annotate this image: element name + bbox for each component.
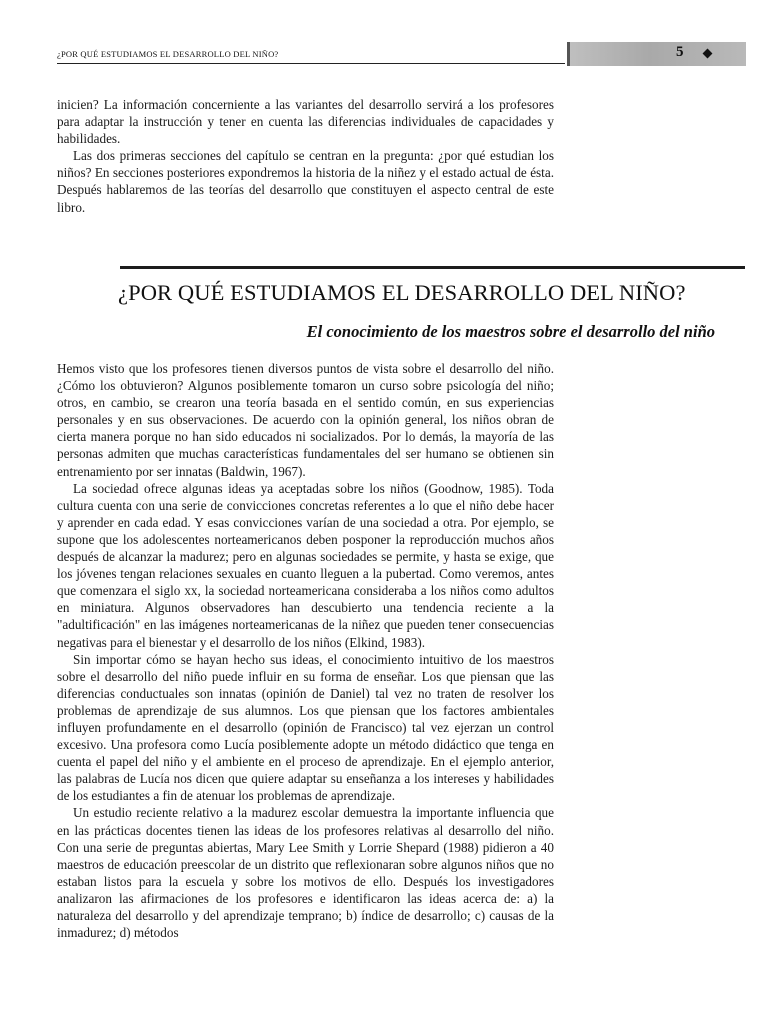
header-rule xyxy=(57,63,565,64)
page-number-tab xyxy=(567,42,746,66)
intro-text xyxy=(57,96,554,216)
body-paragraph-2: La sociedad ofrece algunas ideas ya aceptadas sobre los niños (Goodnow, 1985). Toda cultura cuenta con una serie de convicciones concretas referentes a lo que el niño debe hacer y aprender en cada edad. Y esas convicciones varían de una sociedad a otra. Por ejemplo, se supone que los adolescentes norteamericanos deben posponer la reproducción muchos años después de alcanzar la madurez; pero en algunas sociedades se permite, y hasta se exige, que los jóvenes tengan relaciones sexuales en cuanto lleguen a la pubertad. Como veremos, antes que comenzara el siglo xx, la sociedad norteamericana consideraba a los niños como adultos en miniatura. Algunos observadores han descubierto una tendencia reciente a la "adultificación" en las imágenes norteamericanas de la niñez que pueden tener consecuencias negativas para el bienestar y el desarrollo de los niños (Elkind, 1983). xyxy=(57,480,554,650)
intro-paragraph-2: Las dos primeras secciones del capítulo se centran en la pregunta: ¿por qué estudian los niños? En secciones posteriores expondremos la historia de la niñez y el estado actual de ésta. Después hablaremos de las teorías del desarrollo que constituyen el aspecto central de este libro. xyxy=(57,148,554,215)
body-paragraph-4: Un estudio reciente relativo a la madurez escolar demuestra la importante influencia que en las prácticas docentes tienen las ideas de los profesores relativas al desarrollo del niño. Con una serie de preguntas abiertas, Mary Lee Smith y Lorrie Shepard (1988) pidieron a 40 maestros de educación preescolar de un distrito que reflexionaran sobre algunos niños que no estaban listos para la escuela y sobre los motivos de ello. Después los investigadores analizaron las afirmaciones de los profesores e identificaron las ideas acerca de: a) la naturaleza del desarrollo y del aprendizaje temprano; b) índice de desarrollo; c) causas de la inmadurez; d) métodos xyxy=(57,805,554,941)
intro-paragraph-1: inicien? La información concerniente a las variantes del desarrollo servirá a los profesores para adaptar la instrucción y tener en cuenta las diferencias individuales de capacidades y habilidades. xyxy=(57,97,554,147)
section-rule xyxy=(120,266,745,269)
body-paragraph-3: Sin importar cómo se hayan hecho sus ideas, el conocimiento intuitivo de los maestros sobre el desarrollo del niño puede influir en su forma de enseñar. Los que piensan que las diferencias conductuales son innatas (opinión de Daniel) tal vez no traten de resolver los problemas de aprendizaje de sus alumnos. Los que piensan que los factores ambientales influyen profundamente en el desarrollo (opinión de Francisco) tal vez ejerzan un control excesivo. Una profesora como Lucía posiblemente adopte un método didáctico que tenga en cuenta el papel del niño y el ambiente en el proceso de aprendizaje. En el ejemplo anterior, las palabras de Lucía nos dicen que quiere adaptar su enseñanza a los intereses y habilidades de los estudiantes a fin de atenuar los problemas de aprendizaje. xyxy=(57,651,554,804)
main-text xyxy=(57,360,554,941)
body-paragraph-1: Hemos visto que los profesores tienen diversos puntos de vista sobre el desarrollo del niño. ¿Cómo los obtuvieron? Algunos posiblemente tomaron un curso sobre psicología del niño; otros, en cambio, se crearon una teoría basada en el sentido común, en sus experiencias personales y en sus observaciones. De acuerdo con la opinión general, los niños obran de cierta manera porque no han sido educados ni socializados. Por lo demás, la mayoría de las personas admiten que muchas características fundamentales del ser humano se obtienen sin entrenamiento por ser innatas (Baldwin, 1967). xyxy=(57,361,554,479)
section-title: ¿POR QUÉ ESTUDIAMOS EL DESARROLLO DEL NIÑO? xyxy=(118,280,686,305)
running-header-title: ¿POR QUÉ ESTUDIAMOS EL DESARROLLO DEL NIÑO? xyxy=(57,49,279,59)
section-subtitle: El conocimiento de los maestros sobre el desarrollo del niño xyxy=(306,322,715,341)
page-number: 5 xyxy=(676,44,684,60)
